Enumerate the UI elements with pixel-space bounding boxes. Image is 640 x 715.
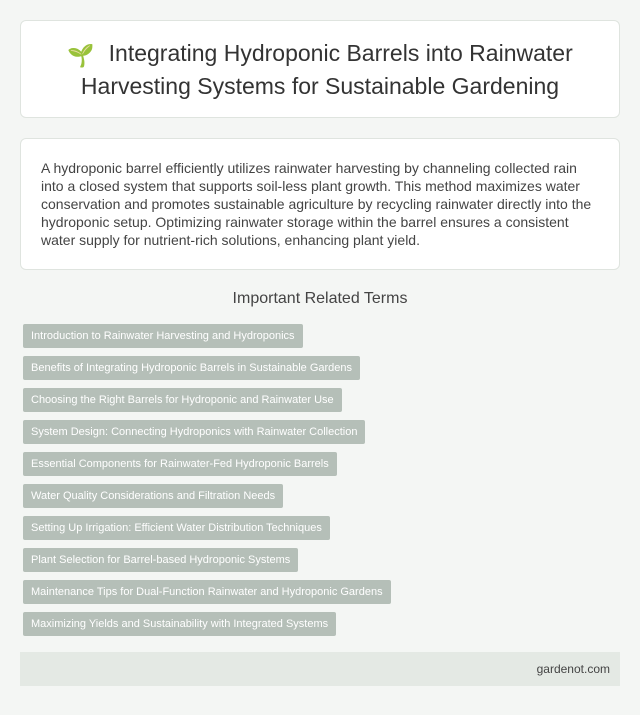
description-card <box>20 138 620 270</box>
related-term-tag[interactable]: Maintenance Tips for Dual-Function Rainwater and Hydroponic Gardens <box>23 580 391 604</box>
related-terms-heading: Important Related Terms <box>232 290 408 307</box>
related-term-tag[interactable]: System Design: Connecting Hydroponics with Rainwater Collection <box>23 420 365 444</box>
related-term-tag[interactable]: Plant Selection for Barrel-based Hydroponic Systems <box>23 548 298 572</box>
related-term-tag[interactable]: Introduction to Rainwater Harvesting and Hydroponics <box>23 324 303 348</box>
related-term-tag[interactable]: Setting Up Irrigation: Efficient Water Distribution Techniques <box>23 516 330 540</box>
description-text: A hydroponic barrel efficiently utilizes rainwater harvesting by channeling collected rain into a closed system that supports soil-less plant growth. This method maximizes water conservation and promotes sustainable agriculture by recycling rainwater directly into the hydroponic setup. Optimizing rainwater storage within the barrel ensures a consistent water supply for nutrient-rich solutions, enhancing plant yield. <box>41 160 592 248</box>
related-term-tag[interactable]: Maximizing Yields and Sustainability with Integrated Systems <box>23 612 336 636</box>
related-term-tag[interactable]: Choosing the Right Barrels for Hydroponic and Rainwater Use <box>23 388 342 412</box>
footer <box>20 652 620 686</box>
title-card <box>20 20 620 118</box>
seedling-icon: 🌱 <box>67 42 95 68</box>
page-title-text: Integrating Hydroponic Barrels into Rainwater Harvesting Systems for Sustainable Gardening <box>80 39 573 99</box>
footer-site-link[interactable]: gardenot.com <box>536 662 610 676</box>
related-term-tag[interactable]: Water Quality Considerations and Filtration Needs <box>23 484 283 508</box>
page-title <box>45 38 595 101</box>
related-term-tag[interactable]: Essential Components for Rainwater-Fed Hydroponic Barrels <box>23 452 337 476</box>
related-terms-list <box>20 324 620 644</box>
related-term-tag[interactable]: Benefits of Integrating Hydroponic Barrels in Sustainable Gardens <box>23 356 360 380</box>
